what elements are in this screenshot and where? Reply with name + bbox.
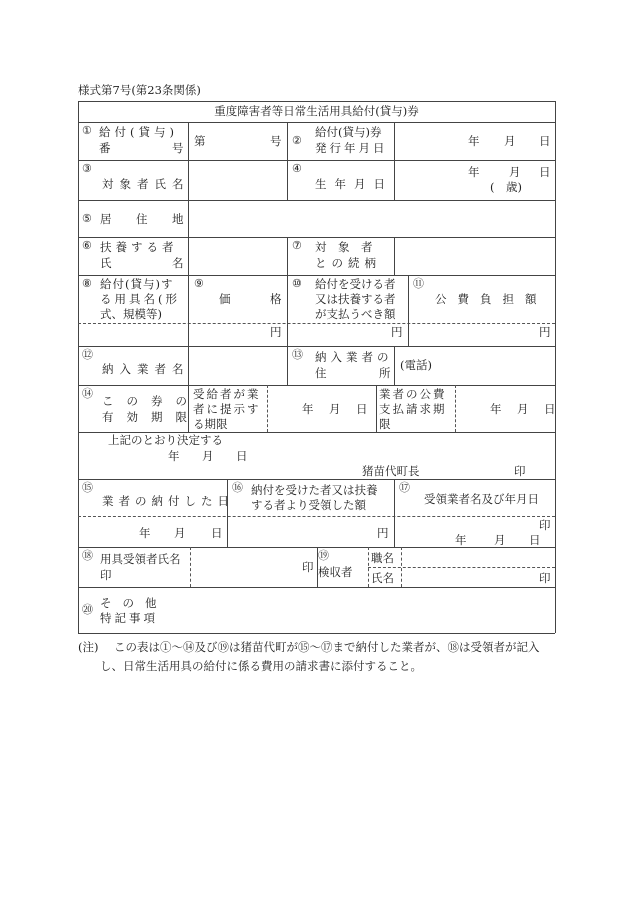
item-12-number: ⑫ <box>82 348 93 361</box>
item-18-label-l2: 印 <box>100 568 112 582</box>
vendor-seal[interactable]: 印 <box>539 518 551 532</box>
item-8-label-l1: 給付(貸与)す <box>100 277 174 291</box>
present-deadline-date[interactable]: 年 月 日 <box>302 402 370 416</box>
target-name-field[interactable] <box>189 161 286 199</box>
relationship-field[interactable] <box>395 238 554 274</box>
item-1-label-a: 番 <box>99 141 111 155</box>
birth-date-day[interactable]: 日 <box>539 165 551 179</box>
item-7-label-l2: との続柄 <box>315 256 381 270</box>
item-1-number: ① <box>82 124 92 137</box>
price-yen[interactable]: 円 <box>270 325 282 339</box>
present-deadline-l2: 者に提示す <box>193 402 261 416</box>
item-11-label: 公費負担額 <box>435 292 548 306</box>
delivery-month[interactable]: 月 <box>174 526 186 540</box>
item-2-label-l1: 給付(貸与)券 <box>315 125 382 139</box>
note-line-1: この表は①～⑭及び⑲は猪苗代町が⑮～⑰まで納付した業者が、⑱は受領者が記入 <box>114 640 540 654</box>
item-15-label: 業者の納付した日 <box>102 494 234 508</box>
residence-field[interactable] <box>189 201 554 236</box>
item-5-label-b: 住 <box>136 212 148 226</box>
item-14-label-l2: 有効期限 <box>102 410 200 424</box>
issue-date-month[interactable]: 月 <box>504 134 516 148</box>
item-7-number: ⑦ <box>292 239 302 252</box>
age-field[interactable]: ( 歳) <box>490 180 522 194</box>
recipient-seal[interactable]: 印 <box>302 560 314 574</box>
item-17-label: 受領業者名及び年月日 <box>424 492 539 506</box>
note-line-2: し、日常生活用具の給付に係る費用の請求書に添付すること。 <box>100 659 422 673</box>
form-header: 様式第7号(第23条関係) <box>78 83 201 97</box>
received-amount-yen[interactable]: 円 <box>377 526 389 540</box>
issue-date-year[interactable]: 年 <box>468 134 480 148</box>
delivery-day[interactable]: 日 <box>211 526 223 540</box>
form-title: 重度障害者等日常生活用具給付(貸与)券 <box>214 104 419 118</box>
item-18-label-l1: 用具受領者氏名 <box>100 552 181 566</box>
item-8-label-l2: る用具名(形 <box>100 292 180 306</box>
issue-date-day[interactable]: 日 <box>539 134 551 148</box>
payable-yen[interactable]: 円 <box>391 325 403 339</box>
grant-number-suffix: 号 <box>270 134 282 148</box>
item-8-number: ⑧ <box>82 277 92 290</box>
decision-text: 上記のとおり決定する <box>108 433 223 447</box>
item-10-label-l1: 給付を受ける者 <box>315 277 396 291</box>
delivery-year[interactable]: 年 <box>139 526 151 540</box>
birth-date-month[interactable]: 月 <box>509 165 521 179</box>
item-14-label-l1: この券の <box>102 394 200 408</box>
present-deadline-l3: る期限 <box>193 417 228 431</box>
item-3-label: 対象者氏名 <box>102 177 190 191</box>
item-15-number: ⑮ <box>82 481 93 494</box>
item-19-label: 検収者 <box>318 565 353 579</box>
item-3-number: ③ <box>82 162 92 175</box>
item-6-label-l2a: 氏 <box>100 256 112 270</box>
item-17-number: ⑰ <box>399 481 410 494</box>
receipt-month[interactable]: 月 <box>494 533 506 547</box>
item-19-number: ⑲ <box>318 549 329 562</box>
equipment-name-field[interactable] <box>79 324 187 345</box>
item-12-label: 納入業者名 <box>102 362 190 376</box>
item-10-label-l2: 又は扶養する者 <box>315 292 396 306</box>
item-16-number: ⑯ <box>232 481 243 494</box>
item-9-number: ⑨ <box>194 277 204 290</box>
inspector-position-field[interactable] <box>402 548 554 566</box>
item-6-label-l2b: 名 <box>172 256 184 270</box>
item-2-label-l2: 発行年月日 <box>315 141 388 155</box>
item-9-label-b: 格 <box>270 292 282 306</box>
item-13-number: ⑬ <box>292 348 303 361</box>
item-11-number: ⑪ <box>413 277 424 290</box>
inspector-position-label: 職名 <box>371 551 394 565</box>
mayor-seal[interactable]: 印 <box>514 464 526 478</box>
vendor-name-field[interactable] <box>189 347 286 384</box>
item-6-label-l1: 扶養する者 <box>100 240 178 254</box>
decision-year[interactable]: 年 <box>168 449 180 463</box>
item-5-label-c: 地 <box>172 212 184 226</box>
decision-month[interactable]: 月 <box>202 449 214 463</box>
grant-number-prefix: 第 <box>194 134 206 148</box>
receipt-day[interactable]: 日 <box>529 533 541 547</box>
present-deadline-l1: 受給者が業 <box>193 387 261 401</box>
item-10-number: ⑩ <box>292 277 302 290</box>
item-1-label-b: 号 <box>172 141 184 155</box>
item-5-number: ⑤ <box>82 212 92 225</box>
guardian-name-field[interactable] <box>189 238 286 274</box>
remarks-field[interactable] <box>190 588 554 632</box>
item-13-label-l1: 納入業者の <box>315 350 393 364</box>
item-6-number: ⑥ <box>82 239 92 252</box>
item-18-number: ⑱ <box>82 549 93 562</box>
item-5-label-a: 居 <box>100 212 112 226</box>
note-prefix: (注) <box>78 640 99 654</box>
decision-day[interactable]: 日 <box>236 449 248 463</box>
item-4-label: 生年月日 <box>315 177 393 191</box>
billing-deadline-l1: 業者の公費 <box>379 387 447 401</box>
vendor-phone[interactable]: (電話) <box>400 358 432 372</box>
billing-deadline-l2: 支払請求期 <box>379 402 447 416</box>
item-20-label-l2: 特記事項 <box>100 611 158 625</box>
item-14-number: ⑭ <box>82 387 93 400</box>
item-10-label-l3: が支払うべき額 <box>315 307 396 321</box>
item-7-label-l1: 対 象 者 <box>315 240 373 254</box>
birth-date-year[interactable]: 年 <box>468 165 480 179</box>
item-20-number: ⑳ <box>82 603 93 616</box>
item-1-label: 給付(貸与) <box>99 125 178 139</box>
item-9-label-a: 価 <box>219 292 231 306</box>
mayor-title: 猪苗代町長 <box>362 464 420 478</box>
item-4-number: ④ <box>292 162 302 175</box>
item-13-label-l2a: 住 <box>315 366 327 380</box>
billing-deadline-date[interactable]: 年 月 日 <box>490 402 558 416</box>
billing-deadline-l3: 限 <box>379 417 391 431</box>
item-2-number: ② <box>292 134 302 147</box>
receipt-year[interactable]: 年 <box>455 533 467 547</box>
item-8-label-l3: 式、規模等) <box>100 307 162 321</box>
item-16-label-l2: する者より受領した額 <box>251 498 366 512</box>
item-20-label-l1: その他 <box>100 596 168 610</box>
public-burden-yen[interactable]: 円 <box>539 325 551 339</box>
item-16-label-l1: 納付を受けた者又は扶養 <box>251 483 378 497</box>
inspector-seal[interactable]: 印 <box>539 571 551 585</box>
item-13-label-l2b: 所 <box>379 366 391 380</box>
inspector-name-label: 氏名 <box>371 571 394 585</box>
